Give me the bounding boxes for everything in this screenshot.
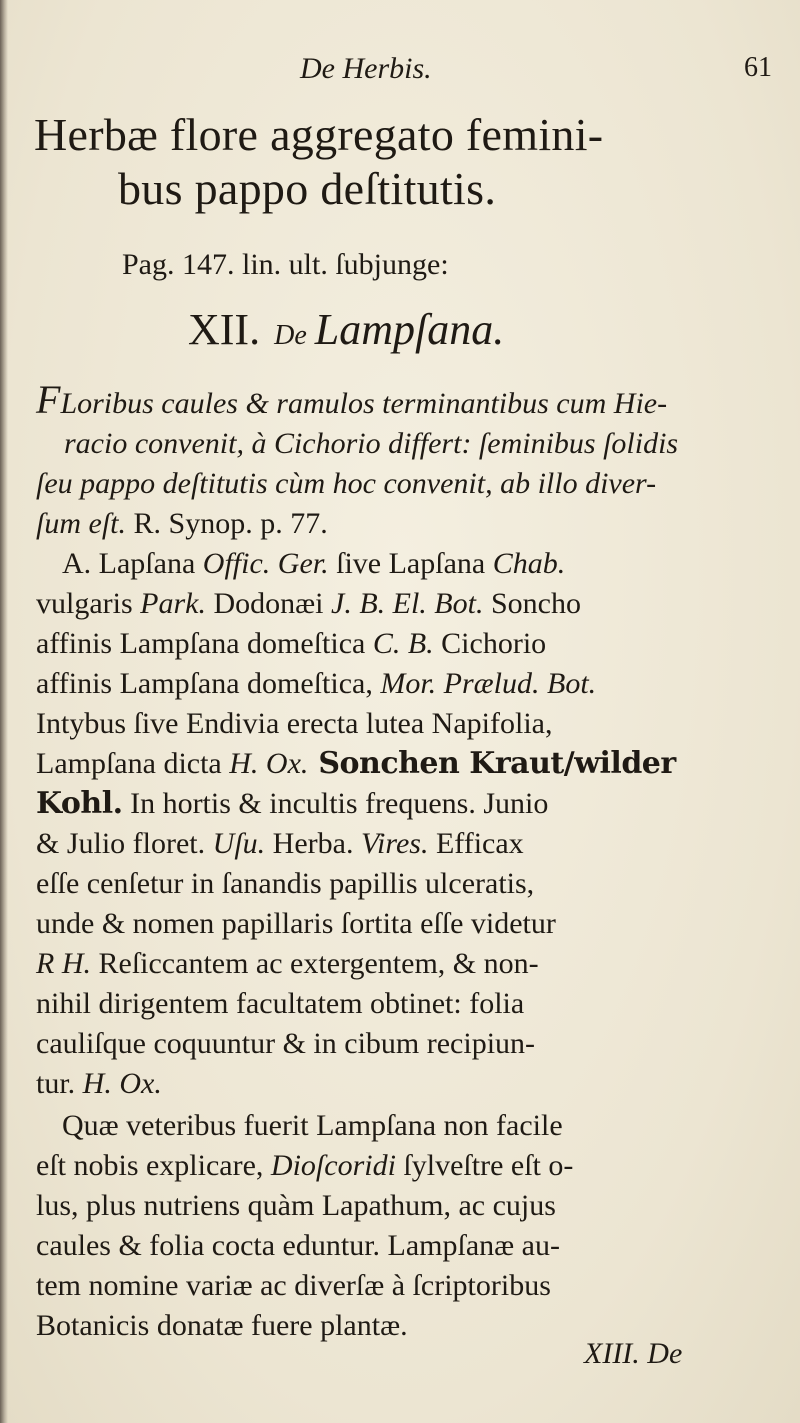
text-line: & Julio floret. Uſu. Herba. Vires. Efficax [36, 827, 524, 860]
page-number: 61 [744, 52, 772, 83]
addendum-note: Pag. 147. lin. ult. ſubjunge: [122, 248, 449, 281]
text-line: cauliſque coquuntur & in cibum recipiun- [36, 1027, 536, 1060]
text-line: caules & folia cocta eduntur. Lampſanæ au- [36, 1229, 560, 1262]
binding-gutter [0, 0, 8, 1423]
text-line: Lampſana dicta H. Ox. Sonchen Kraut/wilder [36, 746, 676, 781]
text-line: affinis Lampſana domeſtica C. B. Cichorio [36, 627, 547, 660]
catchword: XIII. De [584, 1337, 683, 1370]
text-line: Quæ veteribus fuerit Lampſana non facile [62, 1109, 563, 1142]
section-name: Lampſana. [314, 305, 505, 354]
text-line: Intybus ſive Endivia erecta lutea Napifolia, [36, 707, 553, 740]
section-title [188, 304, 504, 355]
running-head [0, 52, 800, 92]
text-line: Kohl. In hortis & incultis frequens. Junio [36, 786, 549, 821]
chapter-heading [34, 108, 784, 216]
drop-cap: F [36, 377, 61, 422]
text-line: nihil dirigentem facultatem obtinet: folia [36, 987, 525, 1020]
text-line: affinis Lampſana domeſtica, Mor. Prælud. Bot. [36, 667, 597, 700]
text-line: racio convenit, à Cichorio differt: ſeminibus ſolidis [64, 427, 679, 460]
text-line: unde & nomen papillaris ſortita eſſe videtur [36, 907, 556, 940]
text-line: lus, plus nutriens quàm Lapathum, ac cujus [36, 1189, 556, 1222]
text-line: FLoribus caules & ramulos terminantibus cum Hie- [36, 377, 668, 422]
text-line: eſſe cenſetur in ſanandis papillis ulceratis, [36, 867, 535, 900]
text-line: tur. H. Ox. [36, 1067, 162, 1100]
text-line: vulgaris Park. Dodonæi J. B. El. Bot. Soncho [36, 587, 581, 620]
text-line: R H. Reſiccantem ac extergentem, & non- [36, 947, 539, 980]
text-line: eſt nobis explicare, Dioſcoridi ſylveſtre eſt o- [36, 1149, 574, 1182]
text-line: ſeu pappo deſtitutis cùm hoc convenit, ab illo diver- [36, 467, 657, 500]
text-line: A. Lapſana Offic. Ger. ſive Lapſana Chab. [62, 547, 566, 580]
chapter-heading-line2: bus pappo deſtitutis. [118, 163, 497, 214]
chapter-heading-line1: Herbæ flore aggregato femini- [34, 109, 604, 160]
text-line: tem nomine variæ ac diverſæ à ſcriptoribus [36, 1269, 551, 1302]
text-line: Botanicis donatæ fuere plantæ. [36, 1309, 408, 1342]
running-head-title: De Herbis. [300, 52, 432, 85]
section-prefix: De [274, 320, 307, 351]
text-line: ſum eſt. R. Synop. p. 77. [36, 507, 328, 540]
section-number: XII. [188, 305, 261, 354]
